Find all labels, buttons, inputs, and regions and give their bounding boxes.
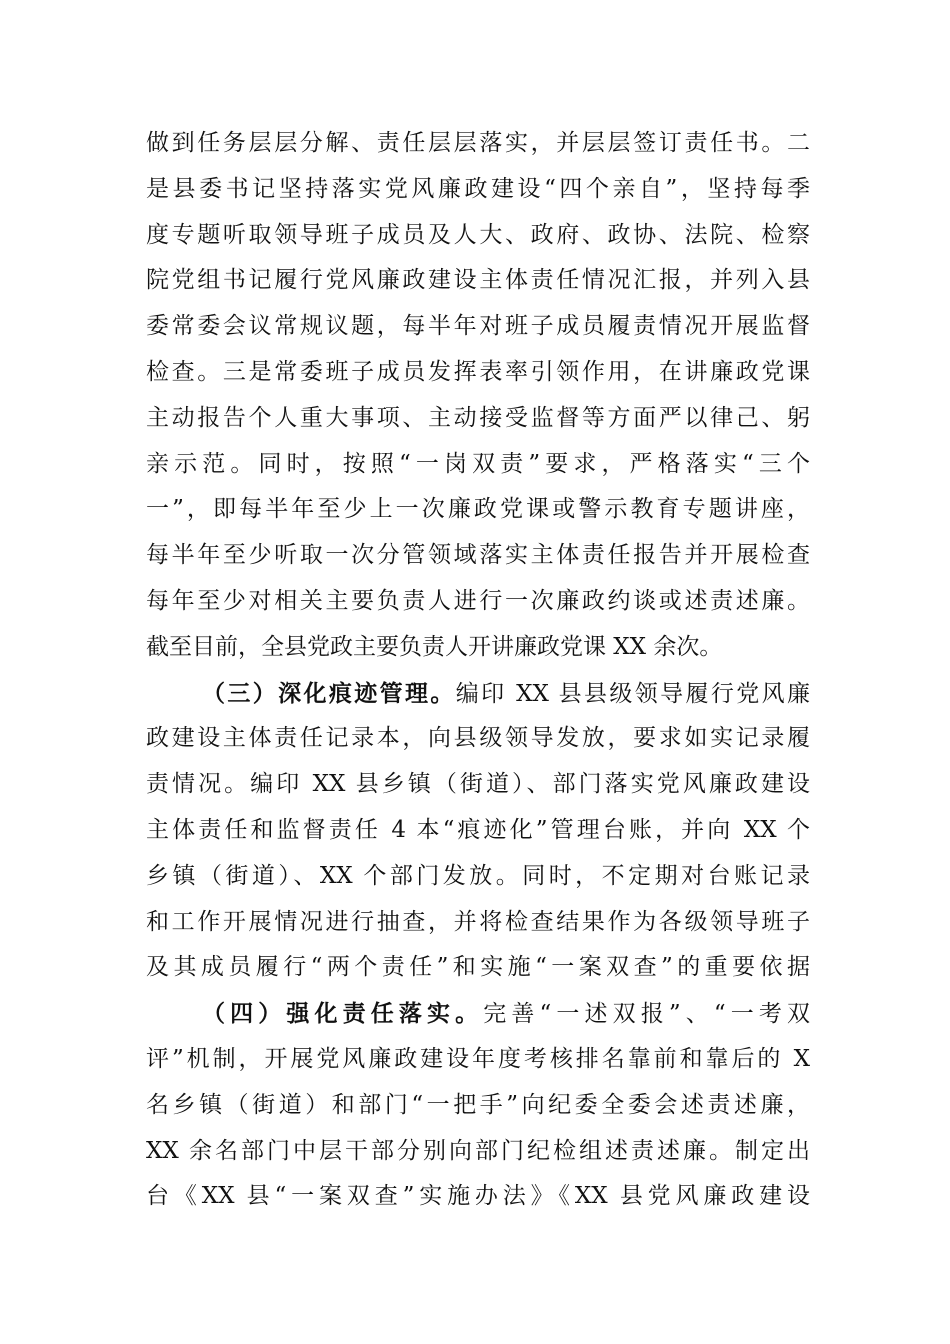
text-line: 责情况。编印 XX 县乡镇（街道）、部门落实党风廉政建设 — [146, 771, 810, 798]
paragraph-section-3 — [146, 671, 810, 992]
paragraph-first-line — [146, 991, 810, 1037]
text-line: 一”，即每半年至少上一次廉政党课或警示教育专题讲座， — [146, 496, 810, 523]
text-line: 院党组书记履行党风廉政建设主体责任情况汇报，并列入县 — [146, 267, 810, 294]
document-body — [146, 121, 810, 1220]
text-line: 名乡镇（街道）和部门“一把手”向纪委全委会述责述廉， — [146, 1091, 810, 1118]
section-heading-4: （四）强化责任落实。 — [202, 1000, 484, 1028]
text-line: 及其成员履行“两个责任”和实施“一案双查”的重要依据 — [146, 954, 810, 981]
text-line: 做到任务层层分解、责任层层落实，并层层签订责任书。二 — [146, 130, 810, 156]
text-line: 和工作开展情况进行抽查，并将检查结果作为各级领导班子 — [146, 908, 810, 935]
text-line: 度专题听取领导班子成员及人大、政府、政协、法院、检察 — [146, 221, 810, 248]
paragraph-first-line — [146, 671, 810, 717]
text-line: 主体责任和监督责任 4 本“痕迹化”管理台账，并向 XX 个 — [146, 816, 810, 843]
text-run: 完善“一述双报”、“一考双 — [483, 1001, 810, 1028]
section-heading-3: （三）深化痕迹管理。 — [202, 679, 456, 707]
text-line: 每年至少对相关主要负责人进行一次廉政约谈或述责述廉。 — [146, 587, 810, 614]
text-line: 亲示范。同时，按照“一岗双责”要求，严格落实“三个 — [146, 450, 810, 477]
text-line: 政建设主体责任记录本，向县级领导发放，要求如实记录履 — [146, 725, 810, 752]
text-line: 台《XX 县“一案双查”实施办法》《XX 县党风廉政建设 — [146, 1183, 810, 1210]
text-line: 每半年至少听取一次分管领域落实主体责任报告并开展检查 — [146, 542, 810, 569]
text-line: 评”机制，开展党风廉政建设年度考核排名靠前和靠后的 X — [146, 1045, 810, 1072]
text-line: 是县委书记坚持落实党风廉政建设“四个亲自”，坚持每季 — [146, 175, 810, 202]
text-run: 编印 XX 县县级领导履行党风廉 — [455, 680, 810, 707]
text-line: 委常委会议常规议题，每半年对班子成员履责情况开展监督 — [146, 313, 810, 340]
text-line: 乡镇（街道）、XX 个部门发放。同时，不定期对台账记录 — [146, 862, 810, 889]
paragraph-continued — [146, 121, 810, 671]
paragraph-section-4 — [146, 991, 810, 1220]
text-line: XX 余名部门中层干部分别向部门纪检组述责述廉。制定出 — [146, 1137, 810, 1164]
text-line: 主动报告个人重大事项、主动接受监督等方面严以律己、躬 — [146, 404, 810, 431]
text-line: 截至目前，全县党政主要负责人开讲廉政党课 XX 余次。 — [146, 633, 723, 660]
text-line: 检查。三是常委班子成员发挥表率引领作用，在讲廉政党课 — [146, 358, 810, 385]
